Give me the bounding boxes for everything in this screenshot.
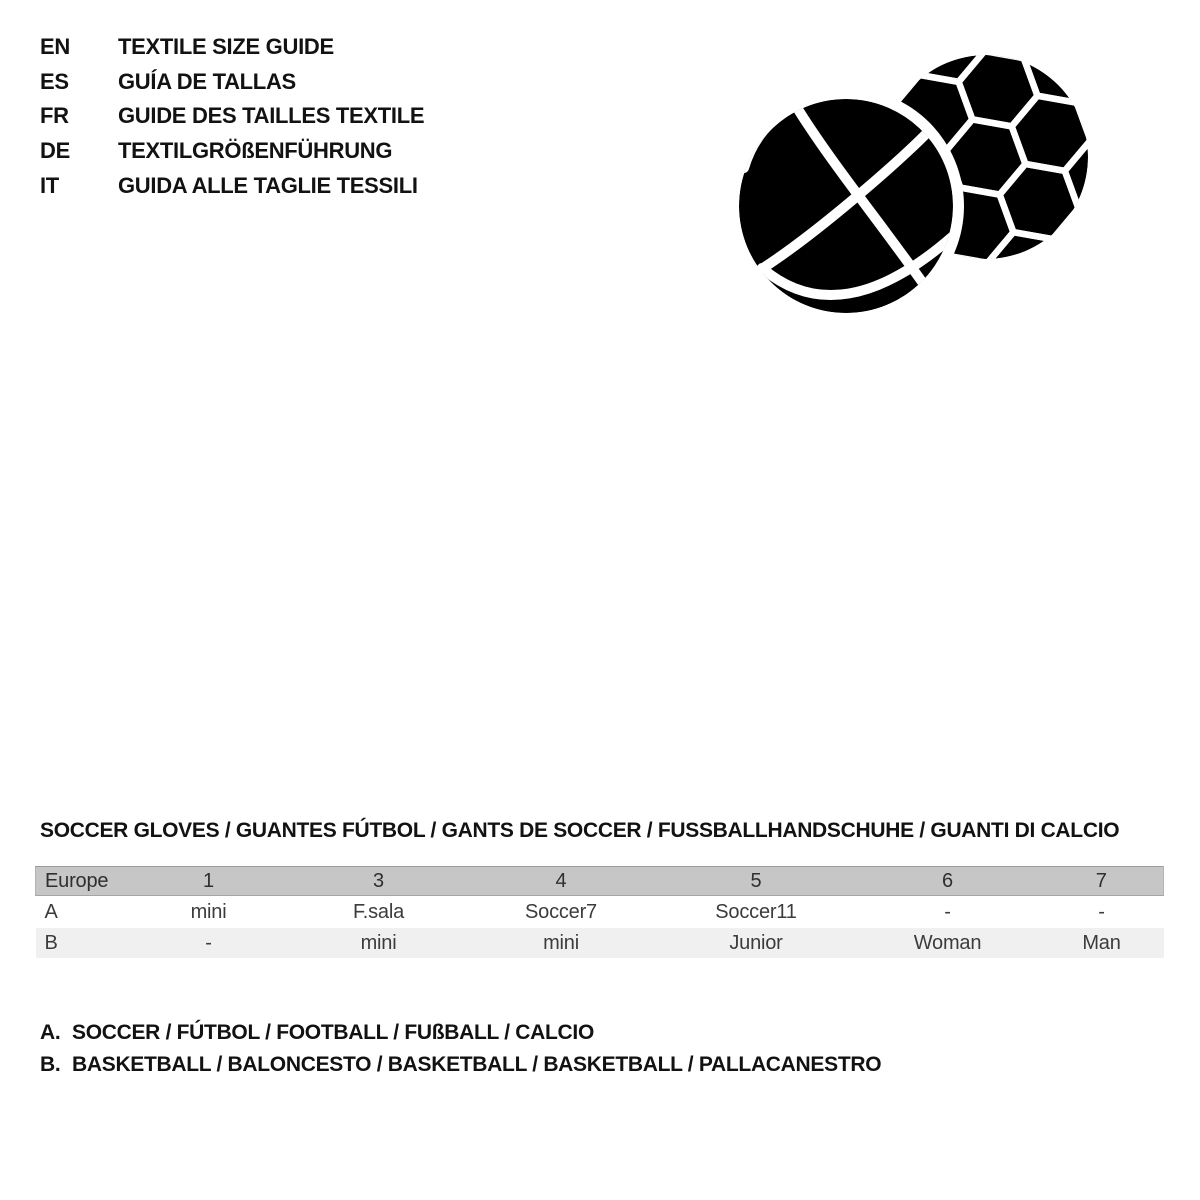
lang-code: EN (40, 34, 70, 59)
table-cell: mini (126, 896, 292, 929)
table-cell: Junior (657, 928, 856, 958)
language-title-list (40, 30, 424, 204)
table-cell: mini (292, 928, 466, 958)
row-label: B (36, 928, 126, 958)
lang-code: DE (40, 138, 70, 164)
lang-title: GUÍA DE TALLAS (118, 68, 296, 94)
lang-row-en (40, 30, 424, 65)
footnote-text: SOCCER / FÚTBOL / FOOTBALL / FUßBALL / CALCIO (72, 1021, 594, 1044)
lang-title: TEXTILE SIZE GUIDE (118, 34, 334, 59)
header-cell-size: 4 (466, 867, 657, 896)
lang-code: ES (40, 68, 69, 94)
table-row-a (36, 896, 1164, 929)
section-title: SOCCER GLOVES / GUANTES FÚTBOL / GANTS DE SOCCER / FUSSBALLHANDSCHUHE / GUANTI DI CALCIO (40, 819, 1120, 842)
footnote-a (40, 1020, 881, 1046)
header-cell-size: 3 (292, 867, 466, 896)
lang-row-de (40, 134, 424, 169)
footnote-label: B. (40, 1053, 61, 1076)
header-cell-size: 6 (856, 867, 1040, 896)
lang-title: GUIDE DES TAILLES TEXTILE (118, 103, 425, 129)
balls-logo (720, 40, 1110, 335)
footnote-b (40, 1052, 881, 1078)
table-cell: Soccer7 (466, 896, 657, 929)
size-table (35, 866, 1164, 958)
row-label: A (36, 896, 126, 929)
lang-row-es (40, 65, 424, 100)
footnotes (40, 1020, 881, 1084)
lang-row-it (40, 169, 424, 204)
lang-title: TEXTILGRÖßENFÜHRUNG (118, 138, 393, 164)
lang-code: FR (40, 103, 69, 129)
footnote-label: A. (40, 1021, 61, 1044)
header-cell-size: 5 (657, 867, 856, 896)
header-cell-region: Europe (36, 867, 126, 896)
table-cell: Soccer11 (657, 896, 856, 929)
header-cell-size: 7 (1040, 867, 1164, 896)
table-cell: mini (466, 928, 657, 958)
table-cell: - (126, 928, 292, 958)
lang-code: IT (40, 172, 59, 198)
table-cell: - (856, 896, 1040, 929)
lang-row-fr (40, 99, 424, 134)
lang-title: GUIDA ALLE TAGLIE TESSILI (118, 172, 418, 198)
table-row-b (36, 928, 1164, 958)
footnote-text: BASKETBALL / BALONCESTO / BASKETBALL / BASKETBALL / PALLACANESTRO (72, 1053, 882, 1076)
table-cell: F.sala (292, 896, 466, 929)
table-header-row (36, 867, 1164, 896)
table-cell: Man (1040, 928, 1164, 958)
table-cell: Woman (856, 928, 1040, 958)
table-cell: - (1040, 896, 1164, 929)
header-cell-size: 1 (126, 867, 292, 896)
